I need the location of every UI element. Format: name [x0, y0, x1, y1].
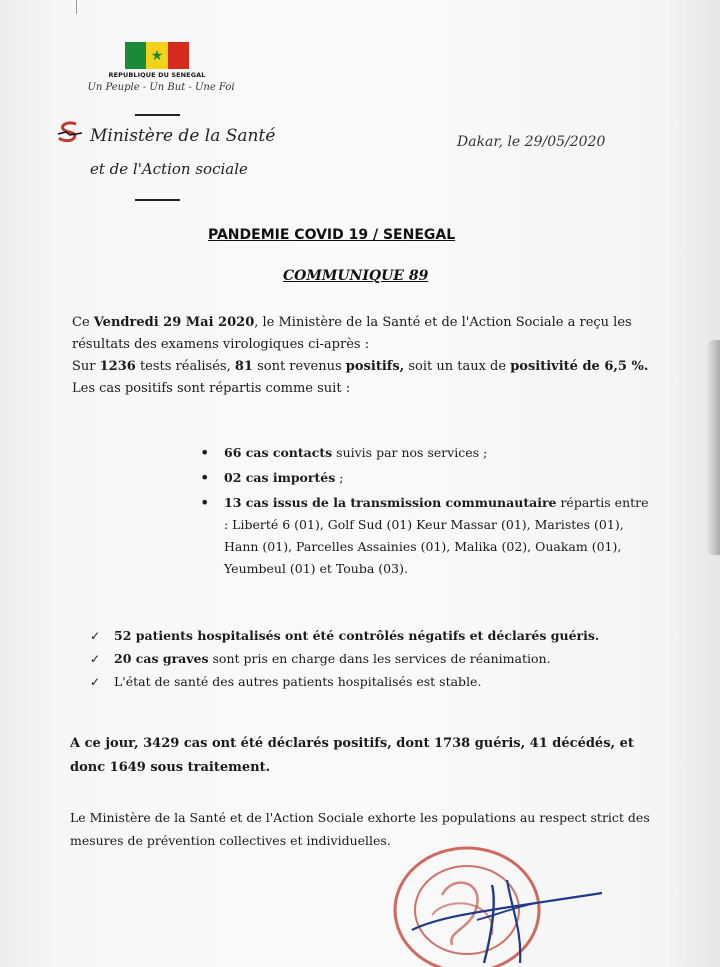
country-name: REPUBLIQUE DU SENEGAL: [108, 71, 206, 79]
senegal-flag-icon: [125, 42, 189, 69]
official-stamp-signature-icon: [372, 835, 622, 967]
cumulative-summary: A ce jour, 3429 cas ont été déclarés positifs, dont 1738 guéris, 41 décédés, et donc 1649 sous traitement.: [70, 736, 634, 775]
page-fold-mark: [76, 0, 77, 14]
page-edge-shadow: [706, 340, 720, 555]
checkmark-icon: ✓: [90, 629, 101, 643]
document-title: PANDEMIE COVID 19 / SENEGAL: [208, 227, 456, 243]
list-item: • 02 cas importés ;: [200, 467, 652, 489]
closing-paragraph: Le Ministère de la Santé et de l'Action Sociale exhorte les populations au respect strict des mesures de prévention collectives et individuelles.: [70, 810, 650, 848]
ministry-logo-icon: [56, 121, 86, 143]
checkmark-icon: ✓: [90, 652, 101, 666]
list-item: • 66 cas contacts suivis par nos services ;: [200, 442, 652, 464]
ministry-name-line1: Ministère de la Santé: [90, 126, 276, 146]
dateline: Dakar, le 29/05/2020: [457, 134, 606, 150]
case-breakdown-list: [200, 442, 652, 583]
checkmark-icon: ✓: [90, 675, 101, 689]
list-item: ✓ 20 cas graves sont pris en charge dans les services de réanimation.: [90, 648, 660, 670]
intro-paragraph: Ce Vendredi 29 Mai 2020, le Ministère de la Santé et de l'Action Sociale a reçu les résultats des examens virologiques ci-après : Sur 1236 tests réalisés, 81 sont revenus positifs, soit un taux de positivité de 6,5 %. Les cas positifs sont répartis comme suit :: [72, 315, 649, 396]
ministry-divider: [135, 199, 180, 201]
header-divider: [135, 114, 180, 116]
list-item: ✓ 52 patients hospitalisés ont été contrôlés négatifs et déclarés guéris.: [90, 625, 660, 647]
communique-number: COMMUNIQUE 89: [283, 268, 429, 284]
national-motto: Un Peuple - Un But - Une Foi: [87, 82, 235, 93]
flag-star-icon: ★: [150, 47, 164, 64]
list-item: ✓ L'état de santé des autres patients hospitalisés est stable.: [90, 671, 660, 693]
list-item: • 13 cas issus de la transmission communautaire répartis entre : Liberté 6 (01), Golf Sud (01) Keur Massar (01), Maristes (01), Hann (01), Parcelles Assainies (01), Malika (02), Ouakam (01), Yeumbeul (01) et Touba (03).: [200, 492, 652, 580]
ministry-name-line2: et de l'Action sociale: [90, 160, 248, 178]
patient-status-list: [90, 625, 660, 694]
